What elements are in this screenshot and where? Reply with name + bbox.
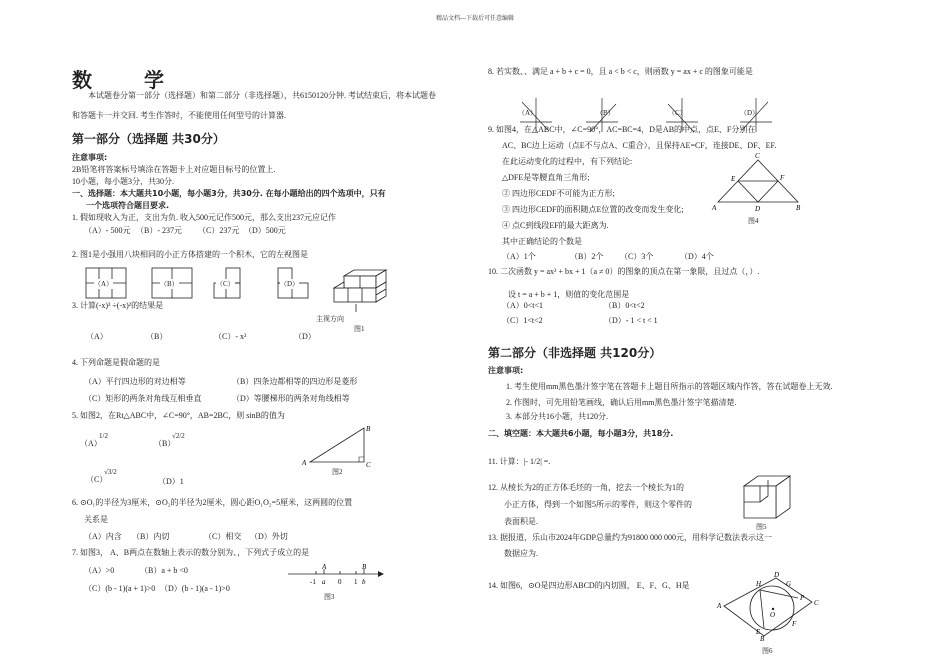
q9-option-a: （A）1个 [502,252,536,261]
part2-heading: 第二部分（非选择题 共120分） [488,346,662,360]
q4-option-d: （D）等腰梯形的两条对角线相等 [232,394,350,403]
q1-option-b: （B）- 237元 [136,226,182,235]
q5-option-c: （C） [86,475,108,484]
q6-option-c: （C）相交 [204,532,242,541]
part1-notes-title: 注意事项: [72,153,108,162]
numline-label-b: b [362,578,366,586]
q3-stem: 3. 计算(-x)³ ÷(-x)²的结果是 [72,301,164,310]
intro-line-2: 和答题卡一并交回. 考生作答时，不能使用任何型号的计算器. [72,111,286,120]
q3-option-b: （B） [146,332,168,341]
figure-6-caption: 图6 [762,647,773,655]
svg-text:B: B [362,563,367,571]
q5-option-d: （D）1 [158,477,184,486]
q12-line-1: 12. 从棱长为2的正方体毛坯的一角，挖去一个棱长为1的 [488,483,684,492]
part2-notes-title: 注意事项: [488,366,524,375]
triangle-fig4 [708,150,808,216]
svg-text:A: A [322,563,327,571]
q1-option-a: （A）- 500元 [84,226,131,235]
number-line-figure [286,562,386,590]
q2-stem: 2. 图1是小强用八块相同的小正方体搭建的一个积木，它的左视图是 [72,250,308,259]
q14-stem: 14. 如图6，⊙O是四边形ABCD的内切圆， E、F、G、H是 [488,581,690,590]
q10-option-c: （C）1<t<2 [502,316,543,325]
q6-stem: 6. ⊙O₁的半径为3厘米，⊙O₂的半径为2厘米，圆心距O₁O₂=5厘米，这两圆的位置 [72,498,353,507]
q6-option-b: （B）内切 [132,532,170,541]
part2-note-2: 2. 作图时，可先用铅笔画线，确认后用mm黑色墨汁签字笔描清楚. [506,398,737,407]
cube-stack-figure [330,266,392,314]
fig4-label-f: F [780,174,785,182]
page-title: 数学 [72,68,216,92]
fig2-label-c: C [366,461,371,469]
q2-option-c: （C） [216,280,235,288]
q5-option-a-value: 1/2 [99,432,108,440]
fig4-label-a: A [712,204,717,212]
q10-option-a: （A）0<t<1 [502,301,544,310]
q5-option-b: （B） [154,439,176,448]
q4-option-b: （B）四条边都相等的四边形是菱形 [232,377,358,386]
section1-line-1: 一、选择题：本大题共10小题，每小题3分，共30分. 在每小题给出的四个选项中，只有 [72,189,386,198]
q6-option-d: （D）外切 [250,532,288,541]
q6-stem-line-2: 关系是 [84,515,108,524]
q5-option-b-value: √2/2 [172,432,185,440]
fig6-label-b: B [760,635,765,642]
q1-option-d: （D）500元 [244,226,286,235]
q4-option-a: （A）平行四边形的对边相等 [84,377,186,386]
fig6-label-c: C [814,599,819,607]
q5-option-c-value: √3/2 [104,468,117,476]
fig4-label-c: C [755,152,760,160]
q7-option-a: （A）>0 [84,566,115,575]
fig6-label-a: A [717,602,722,610]
q9-line-8: 其中正确结论的个数是 [502,237,582,246]
q8-option-a: （A） [518,109,538,117]
q9-line-6: ③ 四边形CEDF的面积随点E位置的改变而发生变化; [502,205,684,214]
section2-heading: 二、填空题：本大题共6小题，每小题3分，共18分. [488,429,674,438]
q9-line-4: △DFE是等腰直角三角形; [502,173,590,182]
fig6-label-p: P [800,594,805,602]
q3-option-c: （C）- x² [214,332,247,341]
numline-label-a: a [322,578,326,586]
fig2-label-b: B [366,425,371,433]
q5-option-a: （A） [80,439,102,448]
fig6-label-o: O [770,611,776,619]
q8-option-c: （C） [668,109,687,117]
q9-line-2: AC、BC边上运动（点E不与点A、C重合），且保持AE=CF，连接DE、DF、EF. [502,141,777,150]
q10-line-2: 设 t = a + b + 1，则值的变化范围是 [508,290,630,299]
figure-5-caption: 图5 [756,523,767,531]
q3-option-a: （A） [86,332,108,341]
q4-option-c: （C）矩形的两条对角线互相垂直 [84,394,202,403]
q12-line-3: 表面积是. [504,517,538,526]
fig6-label-f: F [792,620,797,628]
q9-option-c: （C）3个 [620,252,654,261]
part2-note-1: 1. 考生使用mm黑色墨汁签字笔在答题卡上题目所指示的答题区域内作答，答在试题卷上无效. [506,382,833,391]
q9-line-3: 在此运动变化的过程中，有下列结论: [502,157,633,166]
part1-note-2: 10小题，每小题3分，共30分. [72,177,174,186]
cube-notch-figure [738,472,798,522]
fig6-label-h: H [756,580,762,588]
q10-stem: 10. 二次函数 y = ax² + bx + 1（a ≠ 0）的图象的顶点在第一象限，且过点（，）. [488,267,760,276]
figure-1-caption: 图1 [354,325,365,333]
q3-option-d: （D） [294,332,316,341]
q8-stem: 8. 若实数、、满足 a + b + c = 0，且 a < b < c，则函数 y = ax + c 的图象可能是 [488,67,753,76]
page-header: 精品文档---下载后可任意编辑 [436,16,514,22]
fig4-label-d: D [755,205,761,213]
q13-line-1: 13. 据报道，乐山市2024年GDP总量约为91800 000 000元，用科学记数法表示这一 [488,533,773,542]
q12-line-2: 小正方体，得到一个如图5所示的零件，则这个零件的 [504,500,692,509]
q7-option-d: （D）(b - 1)(a - 1)>0 [160,584,230,593]
fig2-label-a: A [302,459,307,467]
q7-option-c: （C）(b - 1)(a + 1)>0 [84,584,156,593]
part1-note-1: 2B铅笔将答案标号填涂在答题卡上对应题目标号的位置上. [72,165,276,174]
q2-option-a: （A） [94,280,114,288]
q1-option-c: （C）237元 [198,226,240,235]
fig6-label-d: D [774,571,780,579]
q10-option-b: （B）0<t<2 [604,301,645,310]
q10-option-d: （D）- 1 < t < 1 [604,316,658,325]
figure-2-caption: 图2 [332,468,343,476]
numline-label-minus-1: -1 [310,578,316,586]
q13-line-2: 数据应为. [504,549,538,558]
intro-line-1: 本试题卷分第一部分（选择题）和第二部分（非选择题），共6150120分钟. 考试结束后，将本试题卷 [88,91,436,100]
section1-line-2: 一个选项符合题目要求. [86,201,170,210]
figure-4-caption: 图4 [748,217,759,225]
q6-option-a: （A）内含 [84,532,122,541]
q8-option-d: （D） [740,109,760,117]
q1-stem: 1. 假如现收入为正，支出为负. 收入500元记作500元，那么支出237元应记作 [72,213,336,222]
q2-option-d: （D） [280,280,300,288]
numline-label-1: 1 [354,578,358,586]
q9-line-1: 9. 如图4，在△ABC中，∠C=90°，AC=BC=4，D是AB的中点，点E、F分别在 [488,125,756,134]
q2-view-direction: 主视方向 [316,315,344,323]
fig6-label-e: E [756,628,761,636]
q9-line-7: ④ 点C到线段EF的最大距离为. [502,221,609,230]
triangle-abc-figure [300,422,380,472]
fig4-label-e: E [731,175,736,183]
figure-3-caption: 图3 [324,593,335,601]
q11-stem: 11. 计算：|- 1/2| =. [488,457,551,466]
q9-option-b: （B）2个 [570,252,604,261]
numline-label-0: 0 [338,578,342,586]
part1-heading: 第一部分（选择题 共30分） [72,132,225,146]
q4-stem: 4. 下列命题是假命题的是 [72,358,160,367]
q5-stem: 5. 如图2，在Rt△ABC中，∠C=90°，AB=2BC，则 sinB的值为 [72,411,285,420]
fig6-label-g: G [786,580,792,588]
q9-line-5: ② 四边形CEDF不可能为正方形; [502,189,615,198]
inscribed-circle-figure [716,570,826,642]
fig4-label-b: B [796,204,801,212]
q8-option-b: （B） [596,109,615,117]
q7-stem: 7. 如图3， A、B两点在数轴上表示的数分别为、，下列式子成立的是 [72,548,310,557]
q2-option-b: （B） [160,280,179,288]
q7-option-b: （B）a + b <0 [140,566,188,575]
part2-note-3: 3. 本部分共16小题，共120分. [506,412,608,421]
q9-option-d: （D）4个 [680,252,714,261]
